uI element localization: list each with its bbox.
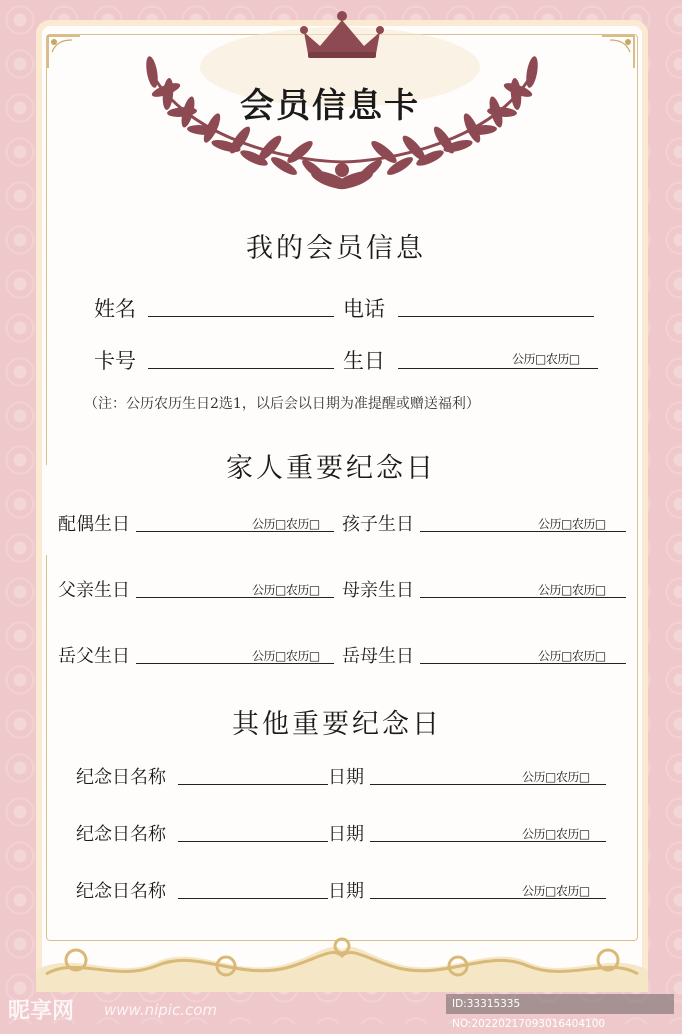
name-label: 姓名 (94, 297, 136, 321)
calendar-option[interactable]: 公历□农历□ (538, 517, 606, 531)
calendar-option[interactable]: 公历□农历□ (522, 884, 590, 898)
section-heading-other: 其他重要纪念日 (232, 709, 442, 740)
birthday-field[interactable] (398, 368, 598, 369)
frame-ornament-gap-right (634, 465, 637, 555)
anniversary-name-field[interactable] (178, 898, 328, 899)
family-item-label: 母亲生日 (342, 580, 414, 601)
note-text: （注：公历农历生日2选1，以后会以日期为准提醒或赠送福利） (84, 396, 480, 412)
frame-ornament-gap-left (45, 465, 48, 555)
anniversary-name-field[interactable] (178, 784, 328, 785)
card-number-label: 卡号 (94, 349, 136, 373)
anniversary-name-field[interactable] (178, 841, 328, 842)
calendar-option[interactable]: 公历□农历□ (252, 583, 320, 597)
section-heading-member: 我的会员信息 (246, 233, 426, 264)
card-title: 会员信息卡 (240, 86, 420, 126)
name-field[interactable] (148, 316, 334, 317)
anniversary-name-label: 纪念日名称 (76, 881, 166, 902)
watermark-brand: 昵享网 (8, 999, 75, 1024)
family-item-label: 孩子生日 (342, 514, 414, 535)
anniversary-name-label: 纪念日名称 (76, 824, 166, 845)
family-item-label: 岳母生日 (342, 646, 414, 667)
calendar-option[interactable]: 公历□农历□ (538, 649, 606, 663)
corner-ornament-top-left (44, 32, 84, 72)
birthday-calendar-option[interactable]: 公历□农历□ (512, 352, 580, 366)
card-number-field[interactable] (148, 368, 334, 369)
image-id-bar: ID:33315335 NO:20220217093016404100 (446, 994, 674, 1014)
anniversary-date-label: 日期 (328, 824, 364, 845)
phone-label: 电话 (343, 297, 385, 321)
gold-cloud-border (36, 930, 648, 992)
anniversary-name-label: 纪念日名称 (76, 767, 166, 788)
calendar-option[interactable]: 公历□农历□ (522, 827, 590, 841)
watermark-url: www.nipic.com (104, 1001, 218, 1019)
laurel-wreath-icon (120, 40, 564, 220)
anniversary-date-label: 日期 (328, 767, 364, 788)
anniversary-date-label: 日期 (328, 881, 364, 902)
calendar-option[interactable]: 公历□农历□ (252, 649, 320, 663)
family-item-label: 父亲生日 (58, 580, 130, 601)
calendar-option[interactable]: 公历□农历□ (538, 583, 606, 597)
section-heading-family: 家人重要纪念日 (226, 453, 436, 484)
family-item-label: 配偶生日 (58, 514, 130, 535)
family-item-label: 岳父生日 (58, 646, 130, 667)
corner-ornament-top-right (598, 32, 638, 72)
birthday-label: 生日 (343, 349, 385, 373)
phone-field[interactable] (398, 316, 594, 317)
calendar-option[interactable]: 公历□农历□ (252, 517, 320, 531)
calendar-option[interactable]: 公历□农历□ (522, 770, 590, 784)
